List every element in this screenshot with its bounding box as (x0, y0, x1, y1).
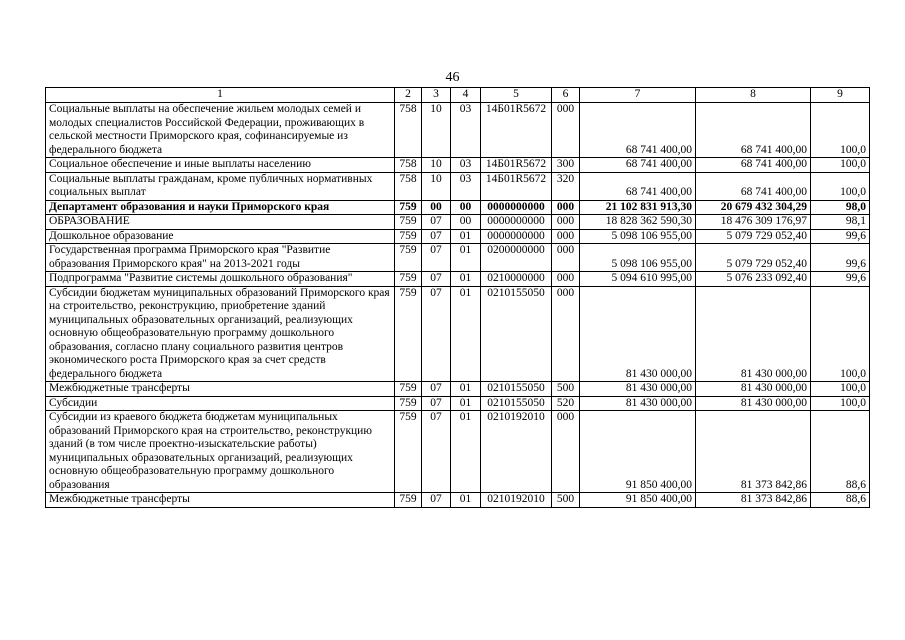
percent-cell: 99,6 (811, 244, 870, 272)
executed-amount-cell: 81 430 000,00 (696, 396, 811, 411)
percent-cell: 88,6 (811, 411, 870, 493)
header-cell: 7 (580, 88, 696, 103)
ministry-code-cell: 758 (395, 103, 422, 158)
percent-cell: 98,1 (811, 215, 870, 230)
percent-cell: 99,6 (811, 229, 870, 244)
subsection-code-cell: 03 (451, 158, 481, 173)
table-row (46, 286, 870, 382)
table-row (46, 103, 870, 158)
subsection-code-cell: 01 (451, 286, 481, 382)
row-name-cell: Межбюджетные трансферты (46, 493, 395, 508)
ministry-code-cell: 759 (395, 272, 422, 287)
ministry-code-cell: 759 (395, 215, 422, 230)
planned-amount-cell: 68 741 400,00 (580, 103, 696, 158)
executed-amount-cell: 5 079 729 052,40 (696, 244, 811, 272)
target-article-cell: 0210000000 (481, 272, 552, 287)
header-cell: 2 (395, 88, 422, 103)
header-cell: 5 (481, 88, 552, 103)
table-row (46, 411, 870, 493)
planned-amount-cell: 91 850 400,00 (580, 493, 696, 508)
row-name-cell: Департамент образования и науки Приморского края (46, 200, 395, 215)
target-article-cell: 0000000000 (481, 200, 552, 215)
subsection-code-cell: 00 (451, 200, 481, 215)
planned-amount-cell: 68 741 400,00 (580, 172, 696, 200)
row-name-cell: Субсидии из краевого бюджета бюджетам муниципальных образований Приморского края на строительство, реконструкцию зданий (в том числе проектно-изыскательские работы) муниципальных образовательных организаций, реализующих основную общеобразовательную программу дошкольного образования (46, 411, 395, 493)
planned-amount-cell: 81 430 000,00 (580, 382, 696, 397)
table-row (46, 244, 870, 272)
section-code-cell: 07 (422, 215, 451, 230)
row-name-cell: Межбюджетные трансферты (46, 382, 395, 397)
percent-cell: 100,0 (811, 396, 870, 411)
percent-cell: 88,6 (811, 493, 870, 508)
row-name-cell: Государственная программа Приморского края "Развитие образования Приморского края" на 2013-2021 годы (46, 244, 395, 272)
percent-cell: 100,0 (811, 158, 870, 173)
ministry-code-cell: 759 (395, 493, 422, 508)
section-code-cell: 07 (422, 272, 451, 287)
planned-amount-cell: 68 741 400,00 (580, 158, 696, 173)
expense-type-cell: 000 (552, 286, 580, 382)
subsection-code-cell: 01 (451, 382, 481, 397)
table-row (46, 200, 870, 215)
planned-amount-cell: 21 102 831 913,30 (580, 200, 696, 215)
executed-amount-cell: 68 741 400,00 (696, 158, 811, 173)
executed-amount-cell: 68 741 400,00 (696, 103, 811, 158)
section-code-cell: 10 (422, 172, 451, 200)
target-article-cell: 14Б01R5672 (481, 158, 552, 173)
planned-amount-cell: 81 430 000,00 (580, 286, 696, 382)
table-row (46, 215, 870, 230)
executed-amount-cell: 5 079 729 052,40 (696, 229, 811, 244)
executed-amount-cell: 18 476 309 176,97 (696, 215, 811, 230)
row-name-cell: Субсидии бюджетам муниципальных образований Приморского края на строительство, реконструкцию, приобретение зданий муниципальных образовательных организаций, реализующих основную общеобразовательную программу дошкольного образования, согласно плану социального развития центров экономического роста Приморского края за счет средств федерального бюджета (46, 286, 395, 382)
row-name-cell: Дошкольное образование (46, 229, 395, 244)
ministry-code-cell: 759 (395, 244, 422, 272)
row-name-cell: Социальное обеспечение и иные выплаты населению (46, 158, 395, 173)
expense-type-cell: 000 (552, 200, 580, 215)
percent-cell: 99,6 (811, 272, 870, 287)
expense-type-cell: 000 (552, 229, 580, 244)
planned-amount-cell: 91 850 400,00 (580, 411, 696, 493)
expense-type-cell: 320 (552, 172, 580, 200)
executed-amount-cell: 68 741 400,00 (696, 172, 811, 200)
section-code-cell: 00 (422, 200, 451, 215)
table-row (46, 272, 870, 287)
table-row (46, 172, 870, 200)
ministry-code-cell: 759 (395, 200, 422, 215)
expense-type-cell: 500 (552, 493, 580, 508)
percent-cell: 100,0 (811, 286, 870, 382)
planned-amount-cell: 81 430 000,00 (580, 396, 696, 411)
section-code-cell: 07 (422, 286, 451, 382)
row-name-cell: Социальные выплаты на обеспечение жильем молодых семей и молодых специалистов Российской Федерации, проживающих в сельской местности Приморского края, софинансируемые из федерального бюджета (46, 103, 395, 158)
budget-table (45, 87, 870, 508)
header-cell: 8 (696, 88, 811, 103)
subsection-code-cell: 01 (451, 229, 481, 244)
section-code-cell: 10 (422, 103, 451, 158)
table-row (46, 396, 870, 411)
row-name-cell: ОБРАЗОВАНИЕ (46, 215, 395, 230)
percent-cell: 100,0 (811, 172, 870, 200)
section-code-cell: 07 (422, 244, 451, 272)
table-body (46, 88, 870, 508)
page-number: 46 (445, 70, 460, 85)
expense-type-cell: 000 (552, 272, 580, 287)
target-article-cell: 0000000000 (481, 215, 552, 230)
target-article-cell: 0210155050 (481, 396, 552, 411)
table-row (46, 382, 870, 397)
row-name-cell: Социальные выплаты гражданам, кроме публичных нормативных социальных выплат (46, 172, 395, 200)
subsection-code-cell: 03 (451, 172, 481, 200)
target-article-cell: 0200000000 (481, 244, 552, 272)
executed-amount-cell: 81 373 842,86 (696, 493, 811, 508)
ministry-code-cell: 759 (395, 286, 422, 382)
subsection-code-cell: 01 (451, 396, 481, 411)
ministry-code-cell: 759 (395, 396, 422, 411)
executed-amount-cell: 81 430 000,00 (696, 382, 811, 397)
section-code-cell: 07 (422, 229, 451, 244)
header-cell: 3 (422, 88, 451, 103)
row-name-cell: Подпрограмма "Развитие системы дошкольного образования" (46, 272, 395, 287)
ministry-code-cell: 758 (395, 158, 422, 173)
ministry-code-cell: 758 (395, 172, 422, 200)
ministry-code-cell: 759 (395, 382, 422, 397)
target-article-cell: 0210155050 (481, 286, 552, 382)
expense-type-cell: 000 (552, 215, 580, 230)
ministry-code-cell: 759 (395, 229, 422, 244)
target-article-cell: 0210192010 (481, 493, 552, 508)
target-article-cell: 14Б01R5672 (481, 103, 552, 158)
table-row (46, 158, 870, 173)
planned-amount-cell: 5 098 106 955,00 (580, 244, 696, 272)
section-code-cell: 10 (422, 158, 451, 173)
expense-type-cell: 300 (552, 158, 580, 173)
percent-cell: 98,0 (811, 200, 870, 215)
subsection-code-cell: 01 (451, 272, 481, 287)
planned-amount-cell: 5 098 106 955,00 (580, 229, 696, 244)
target-article-cell: 0210192010 (481, 411, 552, 493)
executed-amount-cell: 20 679 432 304,29 (696, 200, 811, 215)
section-code-cell: 07 (422, 411, 451, 493)
subsection-code-cell: 01 (451, 493, 481, 508)
expense-type-cell: 000 (552, 411, 580, 493)
expense-type-cell: 000 (552, 244, 580, 272)
ministry-code-cell: 759 (395, 411, 422, 493)
table-row (46, 493, 870, 508)
row-name-cell: Субсидии (46, 396, 395, 411)
subsection-code-cell: 00 (451, 215, 481, 230)
planned-amount-cell: 5 094 610 995,00 (580, 272, 696, 287)
expense-type-cell: 000 (552, 103, 580, 158)
expense-type-cell: 500 (552, 382, 580, 397)
executed-amount-cell: 81 373 842,86 (696, 411, 811, 493)
header-cell: 4 (451, 88, 481, 103)
subsection-code-cell: 01 (451, 244, 481, 272)
header-cell: 9 (811, 88, 870, 103)
header-cell: 1 (46, 88, 395, 103)
target-article-cell: 0210155050 (481, 382, 552, 397)
percent-cell: 100,0 (811, 382, 870, 397)
subsection-code-cell: 01 (451, 411, 481, 493)
target-article-cell: 14Б01R5672 (481, 172, 552, 200)
header-row (46, 88, 870, 103)
section-code-cell: 07 (422, 382, 451, 397)
expense-type-cell: 520 (552, 396, 580, 411)
executed-amount-cell: 81 430 000,00 (696, 286, 811, 382)
header-cell: 6 (552, 88, 580, 103)
section-code-cell: 07 (422, 493, 451, 508)
subsection-code-cell: 03 (451, 103, 481, 158)
planned-amount-cell: 18 828 362 590,30 (580, 215, 696, 230)
section-code-cell: 07 (422, 396, 451, 411)
table-row (46, 229, 870, 244)
target-article-cell: 0000000000 (481, 229, 552, 244)
percent-cell: 100,0 (811, 103, 870, 158)
executed-amount-cell: 5 076 233 092,40 (696, 272, 811, 287)
